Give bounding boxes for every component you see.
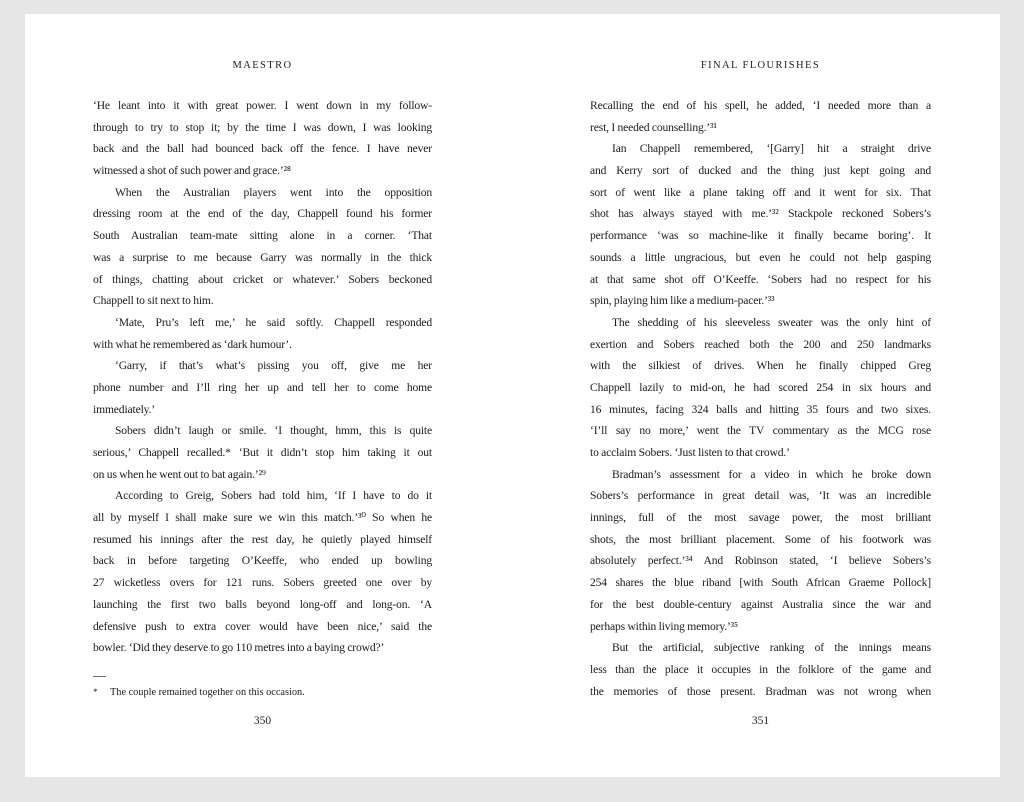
text-line: for the best double-century against Australia since the war and (590, 597, 931, 611)
text-line: exertion and Sobers reached both the 200 and 250 landmarks (590, 337, 931, 351)
text-line: rest, I needed counselling.’³¹ (590, 120, 717, 134)
text-line: ‘He leant into it with great power. I went down in my follow- (93, 99, 432, 112)
text-line: back and the ball had bounced back off the fence. I have never (93, 142, 432, 156)
text-line: dressing room at the end of the day, Chappell found his former (93, 207, 432, 221)
text-line: ‘Mate, Pru’s left me,’ he said softly. Chappell responded (115, 315, 432, 329)
text-line: all by myself I shall make sure we win this match.’³⁰ So when he (93, 511, 432, 525)
text-line: Bradman’s assessment for a video in which he broke down (612, 467, 931, 481)
text-line: less than the place it occupies in the folklore of the game and (590, 662, 931, 676)
text-line: defensive push to extra cover would have been nice,’ said the (93, 619, 432, 633)
text-line: sounds a little ungracious, but even he could not help gasping (590, 250, 931, 264)
text-line: was a surprise to me because Garry was normally in the thick (93, 250, 432, 264)
text-line: ‘Garry, if that’s what’s pissing you off, give me her (115, 359, 432, 373)
text-line: The shedding of his sleeveless sweater was the only hint of (612, 315, 931, 329)
footnote-rule (93, 676, 106, 677)
text-line: 16 minutes, facing 324 balls and hitting 35 fours and two sixes. (590, 402, 931, 416)
footnote-text: The couple remained together on this occasion. (110, 687, 305, 698)
text-line: Sobers didn’t laugh or smile. ‘I thought, hmm, this is quite (115, 424, 432, 438)
text-line: at that same shot off O’Keeffe. ‘Sobers had no respect for his (590, 272, 931, 286)
text-line: ‘I’ll say no more,’ went the TV commentary as the MCG rose (590, 424, 931, 438)
text-line: with the silkiest of drives. When he finally chipped Greg (590, 359, 931, 373)
text-line: the memories of those present. Bradman was not wrong when (590, 684, 931, 698)
running-head-left: MAESTRO (232, 60, 293, 71)
text-line: witnessed a shot of such power and grace.’²⁸ (93, 164, 291, 178)
text-line: shots, the most brilliant placement. Some of his footwork was (590, 532, 931, 546)
page-left (93, 14, 432, 777)
text-line: Chappell to sit next to him. (93, 294, 214, 308)
page-right (590, 14, 931, 777)
text-line: serious,’ Chappell recalled.* ‘But it didn’t stop him taking it out (93, 446, 432, 459)
text-line: launching the first two balls beyond long-off and long-on. ‘A (93, 597, 432, 611)
text-line: But the artificial, subjective ranking of the innings means (612, 641, 931, 655)
footnote (93, 676, 432, 700)
text-line: According to Greig, Sobers had told him, ‘If I have to do it (115, 489, 432, 503)
text-line: When the Australian players went into the opposition (115, 185, 432, 199)
text-line: to acclaim Sobers. ‘Just listen to that crowd.’ (590, 446, 790, 459)
text-line: of things, chatting about cricket or whatever.’ Sobers beckoned (93, 272, 432, 286)
text-line: shot has always stayed with me.’³² Stackpole reckoned Sobers’s (590, 207, 931, 221)
text-line: spin, playing him like a medium-pacer.’³³ (590, 294, 775, 308)
text-line: back in before targeting O’Keeffe, who ended up bowling (93, 554, 432, 568)
text-line: South Australian team-mate sitting alone in a corner. ‘That (93, 229, 432, 243)
page-body-left (93, 95, 432, 659)
text-line: Recalling the end of his spell, he added, ‘I needed more than a (590, 99, 931, 112)
text-line: 254 shares the blue riband [with South African Graeme Pollock] (590, 576, 931, 590)
text-line: Sobers’s performance in great detail was, ‘It was an incredible (590, 489, 931, 503)
page-number-right: 351 (751, 715, 770, 727)
text-line: sort of went like a plane taking off and it went for six. That (590, 185, 931, 199)
page-number-left: 350 (253, 715, 272, 727)
text-line: absolutely perfect.’³⁴ And Robinson stated, ‘I believe Sobers’s (590, 554, 931, 568)
text-line: perhaps within living memory.’³⁵ (590, 619, 738, 633)
text-line: 27 wicketless overs for 121 runs. Sobers greeted one over by (93, 576, 432, 590)
text-line: with what he remembered as ‘dark humour’. (93, 337, 292, 351)
text-line: Chappell lazily to mid-on, he had scored 254 in six hours and (590, 380, 931, 394)
text-line: and Kerry sort of ducked and the thing just kept going and (590, 164, 931, 178)
book-sheet (25, 14, 1000, 777)
running-head-right: FINAL FLOURISHES (700, 60, 821, 71)
text-line: bowler. ‘Did they deserve to go 110 metres into a baying crowd?’ (93, 641, 385, 655)
footnote-line (93, 685, 432, 700)
text-line: innings, full of the most savage power, the most brilliant (590, 511, 931, 525)
text-line: performance ‘was so machine-like it finally became boring’. It (590, 229, 931, 243)
page-body-right (590, 95, 931, 702)
text-line: immediately.’ (93, 402, 156, 416)
text-line: phone number and I’ll ring her up and tell her to come home (93, 380, 432, 394)
footnote-marker: * (93, 687, 98, 697)
text-line: on us when he went out to bat again.’²⁹ (93, 467, 266, 481)
text-line: resumed his innings after the rest day, he quietly played himself (93, 532, 432, 546)
text-line: Ian Chappell remembered, ‘[Garry] hit a straight drive (612, 142, 931, 156)
text-line: through to try to stop it; by the time I was down, I was looking (93, 120, 432, 134)
